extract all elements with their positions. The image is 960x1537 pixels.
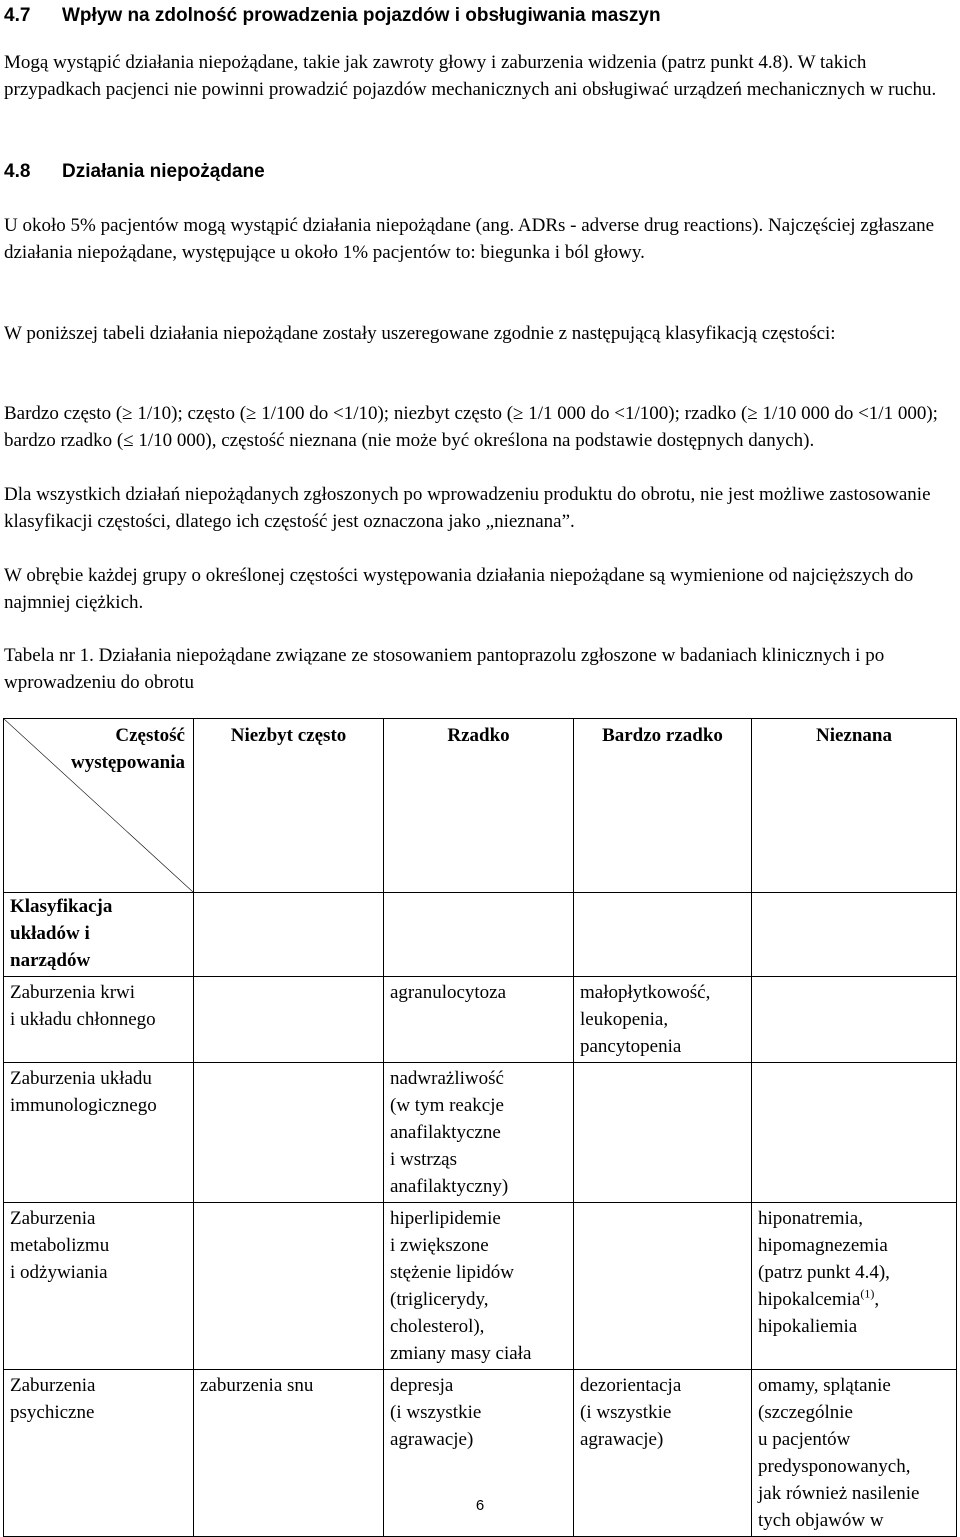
postmarketing-note: Dla wszystkich działań niepożądanych zgłoszonych po wprowadzeniu produktu do obrotu, nie jest możliwe zastosowanie klasyfikacji częstości, dlatego ich częstość jest oznaczona jako „nieznana”. [4, 484, 931, 532]
table-cell [574, 893, 752, 977]
table-cell [194, 1063, 384, 1203]
table-cell: depresja (i wszystkie agrawacje) [384, 1370, 574, 1537]
section-number: 4.7 [4, 5, 31, 26]
cell-text-part: hiponatremia, hipomagnezemia (patrz punkt 4.4), hipokalcemia [758, 1208, 890, 1310]
table-cell: nadwrażliwość (w tym reakcje anafilaktyczne i wstrząs anafilaktyczny) [384, 1063, 574, 1203]
page-number: 6 [475, 1497, 485, 1514]
column-header-bardzo-rzadko: Bardzo rzadko [574, 719, 752, 893]
table-cell: zaburzenia snu [194, 1370, 384, 1537]
table-row [4, 893, 957, 977]
table-cell: agranulocytoza [384, 977, 574, 1063]
table-header-row [4, 719, 957, 893]
table-corner-cell [4, 719, 194, 893]
table-row [4, 1203, 957, 1370]
column-header-niezbyt-czesto: Niezbyt często [194, 719, 384, 893]
table-cell [574, 1063, 752, 1203]
adverse-reactions-table [3, 718, 957, 1537]
table-cell [194, 1203, 384, 1370]
section-title: Wpływ na zdolność prowadzenia pojazdów i obsługiwania maszyn [62, 5, 661, 26]
organ-class-axis-label: Klasyfikacja układów i narządów [4, 893, 194, 977]
table-row [4, 977, 957, 1063]
section-title: Działania niepożądane [62, 161, 265, 182]
section-number: 4.8 [4, 161, 31, 182]
column-header-rzadko: Rzadko [384, 719, 574, 893]
footnote-marker: (1) [860, 1286, 875, 1301]
table-row [4, 1063, 957, 1203]
frequency-definitions: Bardzo często (≥ 1/10); często (≥ 1/100 do <1/10); niezbyt często (≥ 1/1 000 do <1/100); rzadko (≥ 1/10 000 do <1/1 000); bardzo rzadko (≤ 1/10 000), częstość nieznana (nie może być określona na podstawie dostępnych danych). [4, 403, 938, 451]
table-cell [752, 1063, 957, 1203]
table-cell: hiperlipidemie i zwiększone stężenie lipidów (triglicerydy, cholesterol), zmiany masy ciała [384, 1203, 574, 1370]
organ-class-cell: Zaburzenia psychiczne [4, 1370, 194, 1537]
frequency-classification-intro: W poniższej tabeli działania niepożądane zostały uszeregowane zgodnie z następującą klasyfikacją częstości: [4, 323, 836, 344]
section-4-7-heading [4, 2, 954, 29]
section-4-7-text: Mogą wystąpić działania niepożądane, takie jak zawroty głowy i zaburzenia widzenia (patrz punkt 4.8). W takich przypadkach pacjenci nie powinni prowadzić pojazdów mechanicznych ani obsługiwać urządzeń mechanicznych w ruchu. [4, 52, 937, 100]
table-cell: omamy, splątanie (szczególnie u pacjentów predysponowanych, jak również nasilenie tych objawów w [752, 1370, 957, 1537]
table-cell: małopłytkowość, leukopenia, pancytopenia [574, 977, 752, 1063]
organ-class-cell: Zaburzenia układu immunologicznego [4, 1063, 194, 1203]
adr-intro-paragraph: U około 5% pacjentów mogą wystąpić działania niepożądane (ang. ADRs - adverse drug reactions). Najczęściej zgłaszane działania niepożądane, występujące u około 1% pacjentów to: biegunka i ból głowy. [4, 215, 935, 263]
column-header-nieznana: Nieznana [752, 719, 957, 893]
organ-class-cell: Zaburzenia krwi i układu chłonnego [4, 977, 194, 1063]
table-caption: Tabela nr 1. Działania niepożądane związane ze stosowaniem pantoprazolu zgłoszone w badaniach klinicznych i po wprowadzeniu do obrotu [4, 645, 885, 693]
table-cell [752, 893, 957, 977]
frequency-axis-label: Częstość występowania [70, 725, 185, 773]
cell-text-part: , hipokaliemia [758, 1289, 880, 1337]
table-cell [194, 893, 384, 977]
table-cell [384, 893, 574, 977]
table-cell: dezorientacja (i wszystkie agrawacje) [574, 1370, 752, 1537]
table-cell [574, 1203, 752, 1370]
organ-class-cell: Zaburzenia metabolizmu i odżywiania [4, 1203, 194, 1370]
table-cell [752, 977, 957, 1063]
table-cell [752, 1203, 957, 1370]
ordering-note: W obrębie każdej grupy o określonej częstości występowania działania niepożądane są wymienione od najcięższych do najmniej ciężkich. [4, 565, 914, 613]
section-4-8-heading [4, 158, 954, 185]
table-cell [194, 977, 384, 1063]
